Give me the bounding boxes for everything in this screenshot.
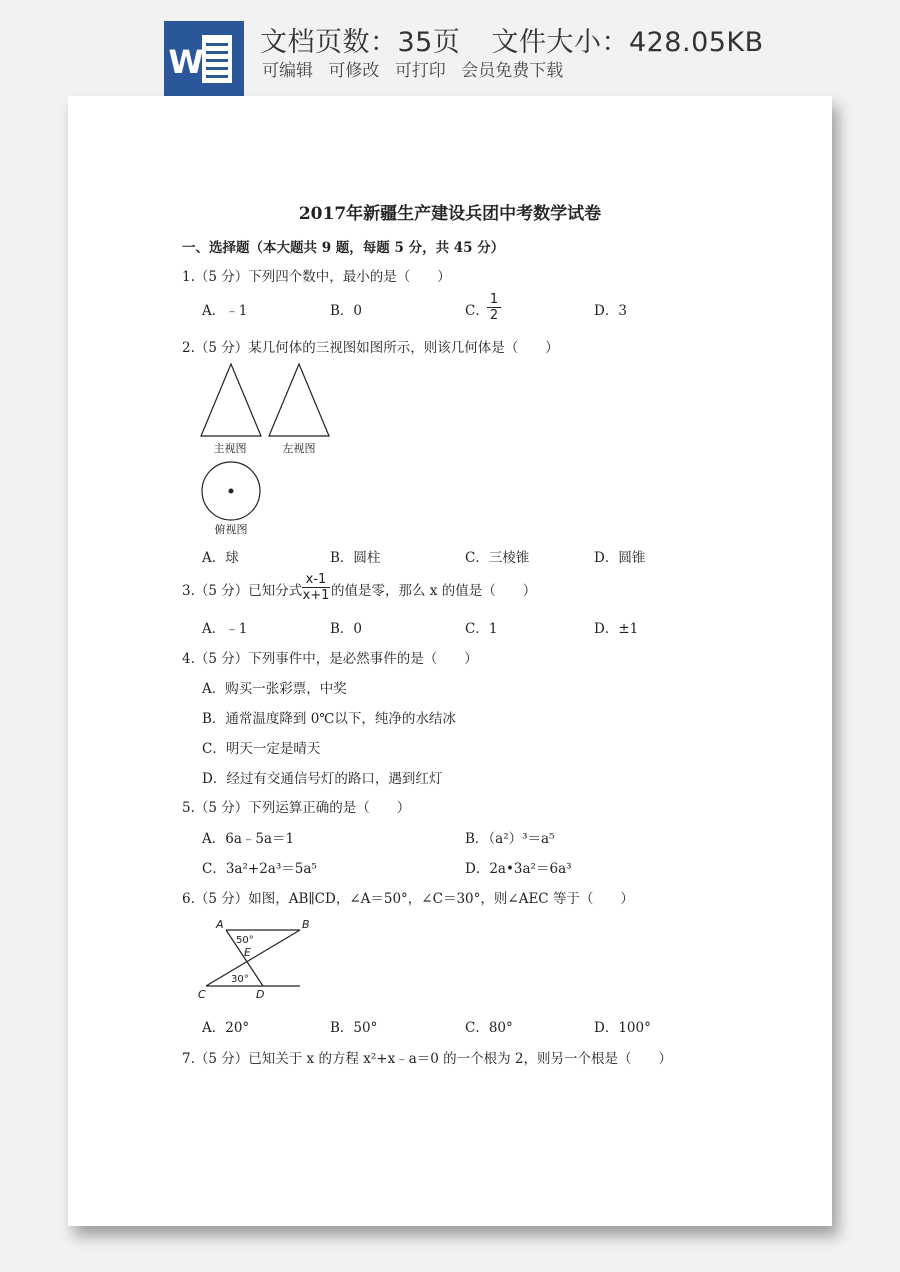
top-view-label: 俯视图 xyxy=(214,523,248,536)
q4-option-c: C．明天一定是晴天 xyxy=(202,741,321,757)
top-view-center-dot xyxy=(229,489,234,494)
q2-option-d: D．圆锥 xyxy=(594,550,646,566)
q2-option-a: A．球 xyxy=(202,550,239,566)
question-4-stem: 4.（5 分）下列事件中，是必然事件的是（ ） xyxy=(182,651,478,667)
section-heading: 一、选择题（本大题共 9 题，每题 5 分，共 45 分） xyxy=(182,240,505,256)
file-info xyxy=(260,20,786,59)
q2-option-c: C．三棱锥 xyxy=(465,550,530,566)
q1-option-a: A．﹣1 xyxy=(202,303,248,319)
fraction-numerator: 1 xyxy=(487,292,501,308)
q5-option-b: B．（a²）³＝a⁵ xyxy=(465,831,555,847)
three-view-figure xyxy=(195,360,345,540)
word-icon-letter: W xyxy=(168,43,204,81)
q4-option-d: D．经过有交通信号灯的路口，遇到红灯 xyxy=(202,771,443,787)
q2-option-b: B．圆柱 xyxy=(330,550,381,566)
q1-option-c: C． xyxy=(465,303,489,319)
q5-option-a: A．6a﹣5a＝1 xyxy=(202,831,295,847)
q1-option-d: D．3 xyxy=(594,303,627,319)
q6-option-a: A．20° xyxy=(202,1020,250,1036)
q3-option-b: B．0 xyxy=(330,621,363,637)
question-2-stem: 2.（5 分）某几何体的三视图如图所示，则该几何体是（ ） xyxy=(182,340,559,356)
fraction-denominator: 2 xyxy=(489,308,499,323)
side-view-triangle xyxy=(269,364,329,436)
angle-a-label: 50° xyxy=(236,935,254,946)
feature-modifiable: 可修改 xyxy=(328,61,380,81)
feature-list xyxy=(262,56,573,81)
q3-option-d: D．±1 xyxy=(594,621,639,637)
feature-editable: 可编辑 xyxy=(262,61,313,81)
q3-fraction xyxy=(302,572,330,603)
front-view-triangle xyxy=(201,364,261,436)
feature-free-download: 会员免费下载 xyxy=(461,61,564,81)
document-title: 2017年新疆生产建设兵团中考数学试卷 xyxy=(298,204,602,224)
point-b-label: B xyxy=(302,918,310,931)
q4-option-a: A．购买一张彩票，中奖 xyxy=(202,681,347,697)
q3-fraction-denominator: x+1 xyxy=(302,588,330,603)
parallel-lines-figure xyxy=(198,914,308,1004)
q6-option-d: D．100° xyxy=(594,1020,651,1036)
q3-fraction-numerator: x-1 xyxy=(302,572,330,588)
q6-option-b: B．50° xyxy=(330,1020,378,1036)
angle-c-label: 30° xyxy=(231,974,249,985)
question-1-stem: 1.（5 分）下列四个数中，最小的是（ ） xyxy=(182,269,451,285)
point-c-label: C xyxy=(198,988,206,1001)
question-5-stem: 5.（5 分）下列运算正确的是（ ） xyxy=(182,800,411,816)
q3-option-c: C．1 xyxy=(465,621,498,637)
point-a-label: A xyxy=(216,918,224,931)
q4-option-b: B．通常温度降到 0℃以下，纯净的水结冰 xyxy=(202,711,456,727)
point-e-label: E xyxy=(244,946,251,959)
feature-printable: 可打印 xyxy=(394,61,446,81)
q6-option-c: C．80° xyxy=(465,1020,513,1036)
question-6-stem: 6.（5 分）如图，AB∥CD，∠A＝50°，∠C＝30°，则∠AEC 等于（ ） xyxy=(182,891,634,907)
question-3-stem-end: 的值是零，那么 x 的值是（ ） xyxy=(331,583,537,599)
question-7-stem: 7.（5 分）已知关于 x 的方程 x²+x﹣a＝0 的一个根为 2，则另一个根是（ ） xyxy=(182,1051,673,1067)
q1-option-c-fraction xyxy=(487,292,501,323)
word-document-icon xyxy=(164,21,244,97)
q1-option-b: B．0 xyxy=(330,303,363,319)
download-banner xyxy=(0,0,900,100)
q5-option-c: C．3a²+2a³＝5a⁵ xyxy=(202,861,317,877)
side-view-label: 左视图 xyxy=(282,442,316,455)
question-3-stem-start: 3.（5 分）已知分式 xyxy=(182,583,303,599)
point-d-label: D xyxy=(256,988,265,1001)
page-count: 文档页数：35页 xyxy=(260,27,461,58)
front-view-label: 主视图 xyxy=(213,442,247,455)
q3-option-a: A．﹣1 xyxy=(202,621,248,637)
q5-option-d: D．2a•3a²＝6a³ xyxy=(465,861,572,877)
file-size: 文件大小：428.05KB xyxy=(491,27,764,58)
